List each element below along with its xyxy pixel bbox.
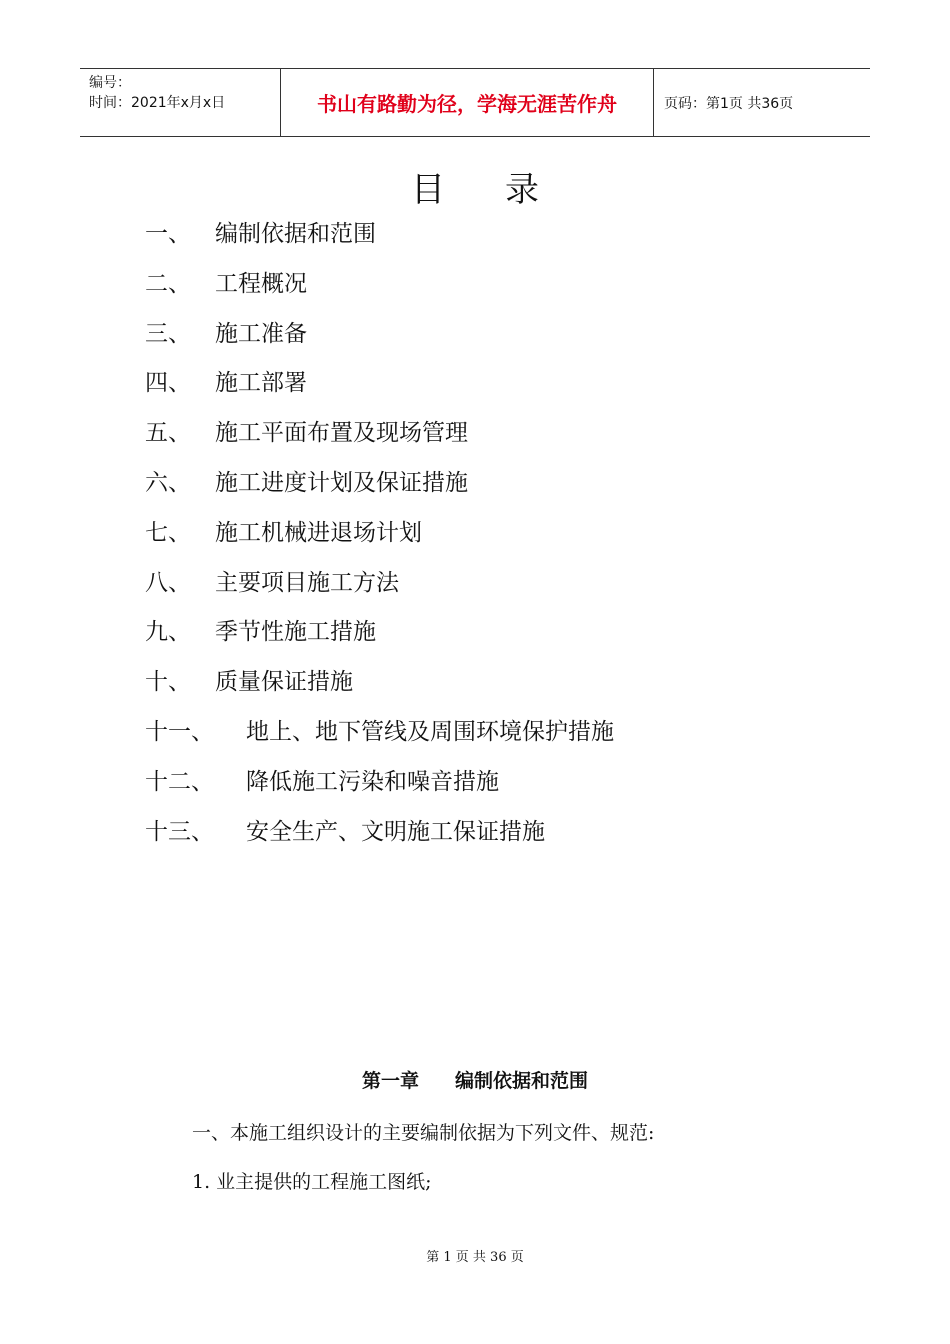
toc-item-text: 施工机械进退场计划: [215, 519, 422, 546]
page-header: [80, 68, 870, 137]
toc-item-number: 七、: [145, 519, 191, 546]
toc-item-text: 施工平面布置及现场管理: [215, 420, 468, 447]
number-label: 编号：: [89, 75, 131, 91]
toc-item-text: 安全生产、文明施工保证措施: [246, 818, 545, 845]
toc-item-text: 施工准备: [215, 320, 307, 347]
toc-item: [145, 511, 845, 561]
chapter-title: 编制依据和范围: [455, 1070, 589, 1092]
toc-item: [145, 461, 845, 511]
toc-title: 目录: [411, 170, 599, 210]
toc-item: [145, 561, 845, 611]
toc-item-text: 降低施工污染和噪音措施: [246, 768, 499, 795]
toc-item-number: 八、: [145, 569, 191, 596]
toc-item-text: 施工部署: [215, 370, 307, 397]
toc-item-number: 十三、: [145, 818, 214, 845]
toc-item-number: 十二、: [145, 768, 214, 795]
body-paragraph: 1. 业主提供的工程施工图纸;: [192, 1171, 432, 1193]
toc-item-text: 地上、地下管线及周围环境保护措施: [246, 718, 614, 745]
toc-item-number: 三、: [145, 320, 191, 347]
table-of-contents: [145, 212, 845, 859]
toc-item: [145, 610, 845, 660]
toc-item: [145, 760, 845, 810]
toc-item-text: 主要项目施工方法: [215, 569, 399, 596]
toc-item-text: 质量保证措施: [215, 669, 353, 696]
toc-item: [145, 312, 845, 362]
toc-item-number: 十、: [145, 669, 191, 696]
toc-item-number: 五、: [145, 420, 191, 447]
header-page-info: 页码：第1页 共36页: [664, 95, 794, 112]
toc-item: [145, 361, 845, 411]
toc-item-text: 施工进度计划及保证措施: [215, 469, 468, 496]
header-meta: [80, 69, 281, 136]
toc-item-number: 一、: [145, 221, 191, 247]
time-label: 时间：2021年x月x日: [89, 95, 226, 111]
header-motto: 书山有路勤为径，学海无涯苦作舟: [281, 69, 654, 136]
toc-item: [145, 660, 845, 710]
body-paragraph: 一、本施工组织设计的主要编制依据为下列文件、规范:: [192, 1122, 655, 1144]
chapter-label: 第一章: [361, 1070, 419, 1092]
toc-item-number: 二、: [145, 270, 191, 297]
toc-item: [145, 710, 845, 760]
toc-item-number: 十一、: [145, 718, 214, 745]
toc-item-text: 工程概况: [215, 270, 307, 297]
toc-item-number: 六、: [145, 469, 191, 496]
chapter-heading: [0, 1066, 950, 1093]
toc-item-number: 九、: [145, 619, 191, 646]
toc-item: [145, 212, 845, 262]
toc-item-number: 四、: [145, 370, 191, 397]
toc-item: [145, 411, 845, 461]
toc-item-text: 季节性施工措施: [215, 619, 376, 646]
page-footer: 第 1 页 共 36 页: [426, 1250, 524, 1265]
toc-item: [145, 810, 845, 860]
toc-item: [145, 262, 845, 312]
toc-item-text: 编制依据和范围: [215, 221, 376, 247]
